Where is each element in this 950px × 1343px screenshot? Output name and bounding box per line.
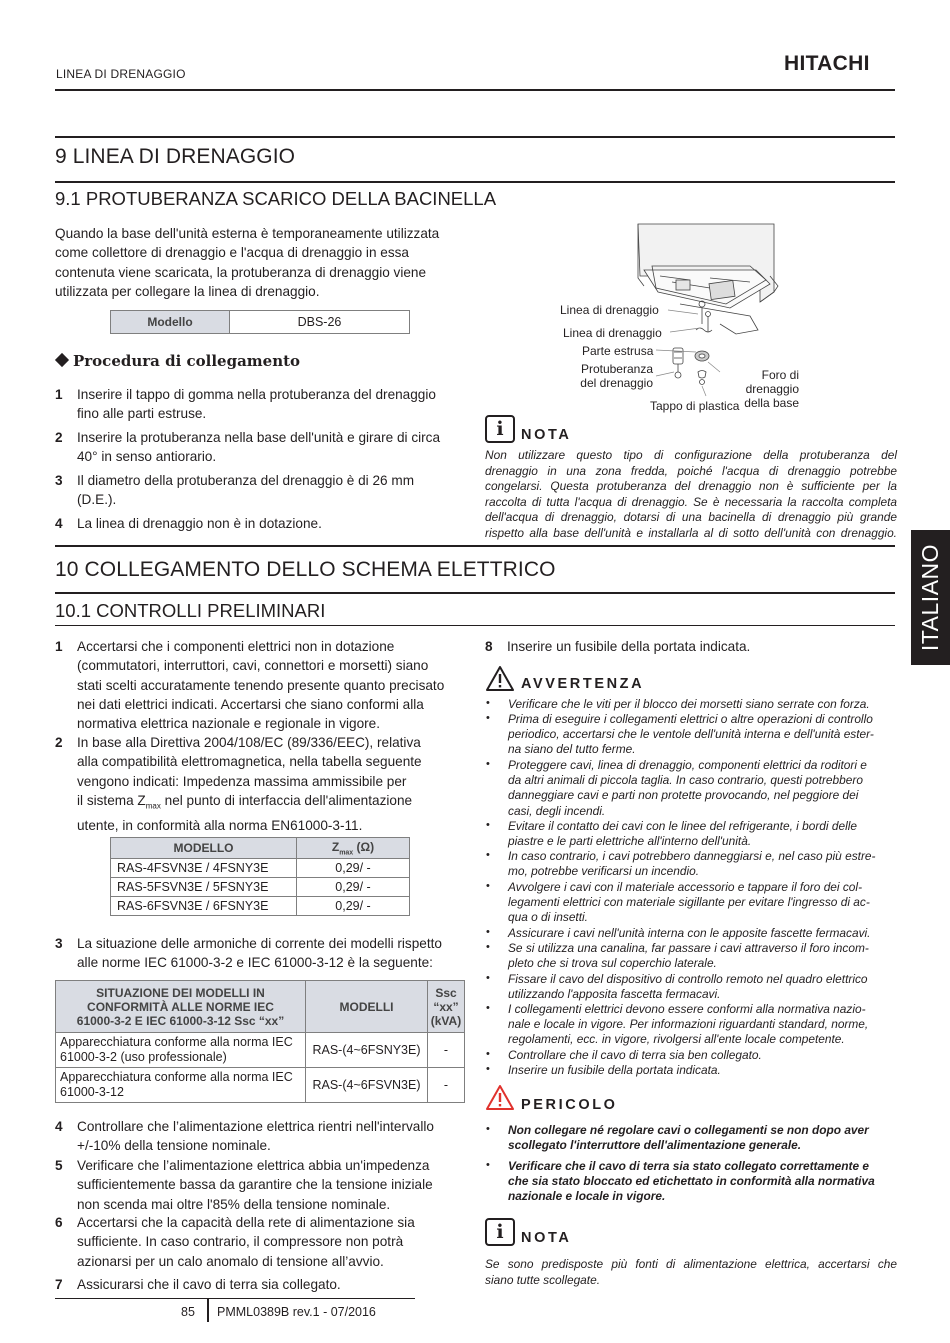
diagram-label-drain-line: Linea di drenaggio xyxy=(563,326,662,340)
list-item xyxy=(508,941,898,971)
diagram-label-drain-boss xyxy=(577,362,653,390)
table-row xyxy=(111,897,410,916)
step-number: 3 xyxy=(55,473,63,488)
cell-line: 61000-3-12 xyxy=(60,1085,124,1099)
section-title: 10 COLLEGAMENTO DELLO SCHEMA ELETTRICO xyxy=(55,558,556,581)
impedance-table-header-model: MODELLO xyxy=(111,838,297,859)
intro-paragraph xyxy=(55,224,475,301)
step-line: Controllare che l’alimentazione elettrica rientri nell'intervallo xyxy=(77,1119,434,1134)
header-line: 61000-3-2 E IEC 61000-3-12 Ssc “xx” xyxy=(76,1013,285,1028)
model-table-value: DBS-26 xyxy=(230,311,410,334)
intro-line: come collettore di drenaggio e l'acqua di drenaggio in essa xyxy=(55,245,409,261)
step-number: 2 xyxy=(55,430,63,445)
table-cell: RAS-4FSVN3E / 4FSNY3E xyxy=(111,859,297,878)
step-line: Il diametro della protuberanza del drenaggio è di 26 mm xyxy=(77,473,415,488)
header-line: “xx” xyxy=(433,999,459,1014)
page-number: 85 xyxy=(181,1305,195,1319)
step-line: alla compatibilità elettromagnetica, nella tabella seguente xyxy=(77,754,422,770)
harmonics-header-ssc xyxy=(428,981,465,1033)
item-line: Controllare che il cavo di terra sia ben collegato. xyxy=(508,1048,762,1062)
step-line: La linea di drenaggio non è in dotazione. xyxy=(77,516,322,531)
nota-text xyxy=(485,1257,897,1288)
step-line: non scenda mai oltre l'85% della tensione nominale. xyxy=(77,1196,391,1212)
header-line: (kVA) xyxy=(430,1013,462,1028)
nota-title: NOTA xyxy=(521,427,572,443)
step-number: 6 xyxy=(55,1215,63,1230)
step-line: Inserire la protuberanza nella base dell'unità e girare di circa xyxy=(77,430,441,445)
pericolo-title: PERICOLO xyxy=(521,1097,618,1113)
subsection-rule xyxy=(55,181,895,183)
step-line: Accertarsi che i componenti elettrici non in dotazione xyxy=(77,639,395,654)
list-item xyxy=(508,697,898,712)
avvertenza-title: AVVERTENZA xyxy=(521,676,645,692)
footer-divider xyxy=(207,1298,209,1322)
bullet: • xyxy=(486,712,490,724)
table-cell: - xyxy=(428,1033,465,1068)
intro-line: Quando la base dell'unità esterna è temporaneamente utilizzata xyxy=(55,226,440,241)
bullet: • xyxy=(486,880,490,892)
bullet: • xyxy=(486,1048,490,1060)
item-line: mo, potrebbe verificarsi un incendio. xyxy=(508,864,700,879)
table-cell: RAS-6FSVN3E / 6FSNY3E xyxy=(111,897,297,916)
step-line: fino alle parti estruse. xyxy=(77,406,207,422)
nota-title: NOTA xyxy=(521,1230,572,1246)
document-code: PMML0389B rev.1 - 07/2016 xyxy=(217,1305,376,1319)
item-line: Proteggere cavi, linea di drenaggio, componenti elettrici da roditori e xyxy=(508,758,867,772)
diagram-label-line: del drenaggio xyxy=(580,376,653,390)
step-text xyxy=(77,385,436,424)
subsection-rule xyxy=(55,625,895,626)
step-line: In base alla Direttiva 2004/108/EC (89/336/EEC), relativa xyxy=(77,735,421,750)
item-line: che sia stato bloccato ed etichettato in conformità alla normativa xyxy=(508,1174,875,1189)
list-item xyxy=(508,1063,898,1078)
table-cell: 0,29/ - xyxy=(297,897,410,916)
list-item xyxy=(508,926,898,941)
list-item xyxy=(508,849,898,879)
nota-line: drenaggio in una zona fredda, poiché l'acqua di drenaggio potrebbe xyxy=(485,463,897,478)
item-line: nale e locale in vigore. Per informazioni riguardanti standard, norme, xyxy=(508,1017,869,1032)
table-cell: 0,29/ - xyxy=(297,878,410,897)
step-line: (commutatori, interruttori, cavi, connettori e morsetti) siano xyxy=(77,658,429,674)
step-line: (D.E.). xyxy=(77,492,117,508)
cell-line: 61000-3-2 (uso professionale) xyxy=(60,1050,227,1064)
step-number: 1 xyxy=(55,639,63,654)
diagram-label-line: Foro di drenaggio xyxy=(745,368,799,396)
table-cell: - xyxy=(428,1068,465,1103)
step-line xyxy=(77,791,422,816)
nota-line: Se sono predisposte più fonti di alimentazione elettrica, accertarsi che xyxy=(485,1257,897,1271)
table-row xyxy=(111,878,410,897)
table-cell: RAS-(4~6FSNY3E) xyxy=(306,1033,428,1068)
header-section-title: LINEA DI DRENAGGIO xyxy=(56,67,186,81)
diagram-label-plastic-cap: Tappo di plastica xyxy=(650,399,740,413)
bullet: • xyxy=(486,1159,490,1171)
section-rule xyxy=(55,545,895,547)
item-line: periodico, accertarsi che le ventole dell'unità interna e dell'unità ester- xyxy=(508,727,874,742)
bullet: • xyxy=(486,1123,490,1135)
item-line: scollegato l'interruttore dell'alimentazione generale. xyxy=(508,1138,802,1153)
step-text xyxy=(77,1156,433,1214)
item-line: regolamenti, ecc. in vigore, rivolgersi all'ente locale competente. xyxy=(508,1032,845,1047)
item-line: Verificare che il cavo di terra sia stato collegato correttamente e xyxy=(508,1159,870,1173)
bullet: • xyxy=(486,941,490,953)
model-table-header: Modello xyxy=(111,311,230,334)
bullet: • xyxy=(486,926,490,938)
bullet: • xyxy=(486,1002,490,1014)
diamond-bullet-icon xyxy=(55,353,69,367)
list-item xyxy=(508,1123,898,1153)
subsection-rule xyxy=(55,592,895,594)
cell-line: Apparecchiatura conforme alla norma IEC xyxy=(60,1070,293,1084)
info-icon: i xyxy=(485,415,515,443)
table-row xyxy=(56,1068,465,1103)
step-text xyxy=(77,1213,415,1271)
step-text xyxy=(77,1275,341,1294)
item-line: Verificare che le viti per il blocco dei morsetti siano serrate con forza. xyxy=(508,697,870,711)
item-line: da altri animali di piccola taglia. In caso contrario, questi potrebbero xyxy=(508,773,863,788)
nota-text xyxy=(485,448,897,541)
nota-line: congelarsi. Questa protuberanza del drenaggio non è sufficiente per la xyxy=(485,479,897,493)
bullet: • xyxy=(486,758,490,770)
nota-line: dell'acqua di drenaggio, dotarsi di una bacinella di drenaggio più grande xyxy=(485,510,897,524)
step-number: 3 xyxy=(55,936,63,951)
item-line: Se si utilizza una canalina, far passare i cavi attraverso il foro incom- xyxy=(508,941,869,955)
bullet: • xyxy=(486,1063,490,1075)
language-tab xyxy=(911,530,950,665)
cell-line: Apparecchiatura conforme alla norma IEC xyxy=(60,1035,293,1049)
header-line: Ssc xyxy=(435,985,457,1000)
z-subscript: max xyxy=(339,849,354,857)
list-item xyxy=(508,712,898,758)
bullet: • xyxy=(486,972,490,984)
step-line: normativa elettrica nazionale e regionale in vigore. xyxy=(77,716,381,732)
item-line: nazionale e locale in vigore. xyxy=(508,1189,666,1204)
diagram-label-line: Protuberanza xyxy=(580,362,653,376)
item-line: Prima di eseguire i collegamenti elettrici o altre operazioni di controllo xyxy=(508,712,873,726)
list-item xyxy=(508,1002,898,1048)
table-cell xyxy=(56,1068,306,1103)
item-line: piastre e le parti elettriche all'interno dell'unità. xyxy=(508,834,752,849)
item-line: danneggiare cavi e parti non protette provocando, nel peggiore dei xyxy=(508,788,859,803)
step-line: Verificare che l’alimentazione elettrica abbia un'impedenza xyxy=(77,1158,430,1173)
item-line: na siano del tutto ferme. xyxy=(508,742,636,757)
nota-line: rispetto alla base dell'unità e installarla al di sotto dell'unità con drenaggio. xyxy=(485,525,897,540)
step-line: stati scelti accuratamente tenendo presente quanto precisato xyxy=(77,677,445,693)
brand-logo: HITACHI xyxy=(784,52,870,75)
model-table xyxy=(110,310,410,334)
harmonics-table xyxy=(55,980,465,1103)
info-icon: i xyxy=(485,1218,515,1246)
step-line: Accertarsi che la capacità della rete di alimentazione sia xyxy=(77,1215,415,1230)
step-line: Assicurarsi che il cavo di terra sia collegato. xyxy=(77,1277,341,1292)
list-item xyxy=(508,758,898,819)
item-line: qua o di insetti. xyxy=(508,910,588,925)
step-number: 2 xyxy=(55,735,63,750)
list-item xyxy=(508,972,898,1002)
nota-line: Non utilizzare questo tipo di configurazione della protuberanza del xyxy=(485,448,897,462)
step-number: 7 xyxy=(55,1277,63,1292)
item-line: In caso contrario, i cavi potrebbero danneggiarsi e, nel caso più estre- xyxy=(508,849,876,863)
step-text xyxy=(77,934,442,973)
step-text xyxy=(77,1117,434,1156)
nota-line: raccolta di tutta l'acqua di drenaggio. Se è necessaria la raccolta completa xyxy=(485,494,897,509)
item-line: Evitare il contatto dei cavi con le linee del refrigerante, i bordi delle xyxy=(508,819,857,833)
subsection-title: 9.1 PROTUBERANZA SCARICO DELLA BACINELLA xyxy=(55,188,497,209)
step-line: azionarsi per un calo anomalo di tensione all’avvio. xyxy=(77,1253,384,1269)
list-item xyxy=(508,1048,898,1063)
step-line: +/-10% della tensione nominale. xyxy=(77,1138,271,1154)
item-line: Non collegare né regolare cavi o collegamenti se non dopo aver xyxy=(508,1123,869,1137)
table-cell: 0,29/ - xyxy=(297,859,410,878)
step-fragment: il sistema Z xyxy=(77,792,146,808)
step-number: 1 xyxy=(55,387,63,402)
step-fragment: nel punto di interfaccia dell'alimentazione xyxy=(160,792,413,808)
subsection-title: 10.1 CONTROLLI PRELIMINARI xyxy=(55,600,326,621)
z-symbol: Z xyxy=(331,839,340,854)
item-line: pleto che si trova sul coperchio laterale. xyxy=(508,956,717,971)
harmonics-header-situation xyxy=(56,981,306,1033)
step-number: 5 xyxy=(55,1158,63,1173)
header-rule xyxy=(55,89,895,91)
step-line: sufficiente. In caso contrario, il compressore non potrà xyxy=(77,1234,404,1250)
table-row xyxy=(111,859,410,878)
danger-icon xyxy=(485,1084,515,1111)
item-line: Avvolgere i cavi con il materiale accessorio e tappare il foro dei col- xyxy=(508,880,863,894)
z-max-subscript: max xyxy=(145,801,161,811)
intro-line: contenuta viene scaricata, la protuberanza di drenaggio viene xyxy=(55,264,427,280)
step-text xyxy=(77,514,322,533)
table-cell xyxy=(56,1033,306,1068)
table-cell: RAS-(4~6FSVN3E) xyxy=(306,1068,428,1103)
item-line: casi, degli incendi. xyxy=(508,803,606,818)
item-line: Assicurare i cavi nell'unità interna con le apposite fascette fermacavi. xyxy=(508,926,871,940)
step-line: 40° in senso antiorario. xyxy=(77,449,217,465)
intro-line: utilizzata per collegare la linea di drenaggio. xyxy=(55,283,320,299)
section-rule xyxy=(55,136,895,138)
item-line: utilizzando l'apposita fascetta fermacavi. xyxy=(508,987,721,1002)
step-number: 4 xyxy=(55,1119,63,1134)
item-line: Inserire un fusibile della portata indicata. xyxy=(508,1063,721,1077)
step-line: Inserire il tappo di gomma nella protuberanza del drenaggio xyxy=(77,387,436,402)
list-item xyxy=(508,880,898,926)
language-tab-label: ITALIANO xyxy=(917,543,943,652)
footer-rule xyxy=(55,1298,415,1299)
list-item xyxy=(508,1159,898,1205)
section-title: 9 LINEA DI DRENAGGIO xyxy=(55,145,296,168)
item-line: I collegamenti elettrici devono essere conformi alla normativa nazio- xyxy=(508,1002,866,1016)
step-line: La situazione delle armoniche di corrente dei modelli rispetto xyxy=(77,936,442,951)
diagram-label-line: della base xyxy=(744,396,799,410)
step-number: 4 xyxy=(55,516,63,531)
step-text xyxy=(77,733,422,835)
bullet: • xyxy=(486,819,490,831)
diagram-label-extruded-part: Parte estrusa xyxy=(582,344,654,358)
step-text: Inserire un fusibile della portata indicata. xyxy=(507,639,751,654)
diagram-label-drain-line: Linea di drenaggio xyxy=(560,303,659,317)
step-text xyxy=(77,428,440,467)
harmonics-header-models: MODELLI xyxy=(306,981,428,1033)
step-text xyxy=(77,637,444,733)
table-row xyxy=(56,1033,465,1068)
warning-icon xyxy=(485,665,515,692)
item-line: Fissare il cavo del dispositivo di controllo remoto nel quadro elettrico xyxy=(508,972,868,986)
procedure-title: Procedura di collegamento xyxy=(73,352,301,370)
table-cell: RAS-5FSVN3E / 5FSNY3E xyxy=(111,878,297,897)
impedance-table-header-z xyxy=(297,838,410,859)
z-unit: (Ω) xyxy=(353,839,375,854)
step-line: utente, in conformità alla norma EN61000-3-11. xyxy=(77,817,363,833)
procedure-heading xyxy=(55,352,300,370)
header-line: SITUAZIONE DEI MODELLI IN xyxy=(96,985,265,1000)
item-line: legamenti elettrici con materiale sigillante per evitare l'ingresso di ac- xyxy=(508,895,870,910)
list-item xyxy=(508,819,898,849)
nota-line: siano tutte scollegate. xyxy=(485,1272,601,1287)
impedance-table xyxy=(110,837,410,916)
bullet: • xyxy=(486,849,490,861)
step-line: sufficientemente bassa da garantire che la tensione iniziale xyxy=(77,1177,433,1193)
header-line: CONFORMITÀ ALLE NORME IEC xyxy=(87,999,274,1014)
step-line: vengono indicati: Impedenza massima ammissibile per xyxy=(77,773,407,789)
step-number: 8 xyxy=(485,639,493,654)
step-line: nei dati elettrici indicati. Accertarsi che siano conformi alla xyxy=(77,696,424,712)
step-text xyxy=(77,471,414,510)
bullet: • xyxy=(486,697,490,709)
step-line: alle norme IEC 61000-3-2 e IEC 61000-3-12 è la seguente: xyxy=(77,955,433,971)
